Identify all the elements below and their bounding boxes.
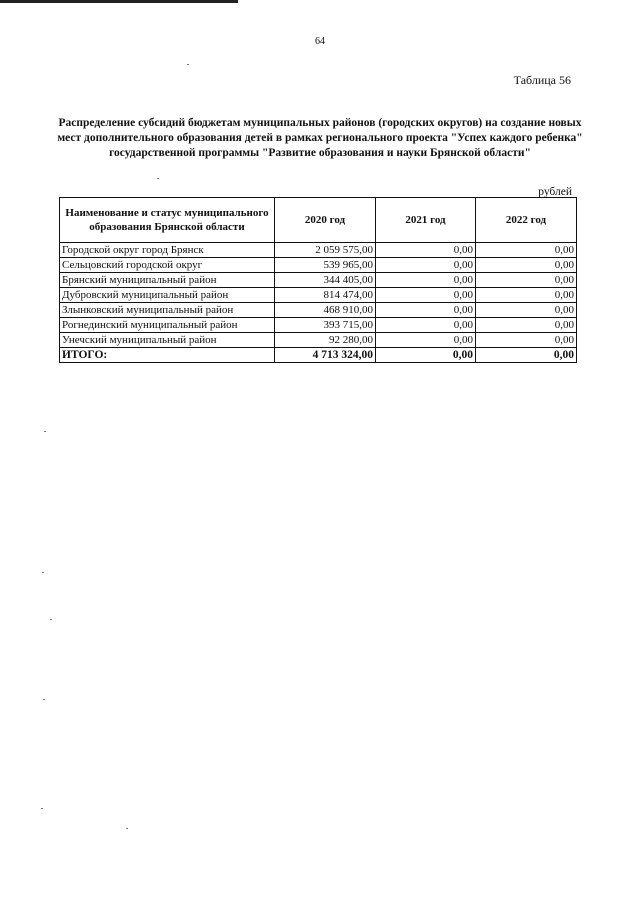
table-row	[60, 258, 577, 273]
table-row	[60, 318, 577, 333]
table-row	[60, 243, 577, 258]
scan-speck	[43, 699, 45, 700]
cell-total-2022: 0,00	[476, 348, 577, 363]
cell-2021: 0,00	[376, 243, 476, 258]
cell-2022: 0,00	[476, 288, 577, 303]
scan-speck	[44, 431, 46, 432]
cell-2022: 0,00	[476, 243, 577, 258]
cell-2021: 0,00	[376, 333, 476, 348]
table-label: Таблица 56	[513, 73, 571, 87]
cell-2020: 539 965,00	[275, 258, 376, 273]
table-header-row	[60, 198, 577, 243]
cell-total-2020: 4 713 324,00	[275, 348, 376, 363]
cell-2021: 0,00	[376, 303, 476, 318]
cell-municipality: Городской округ город Брянск	[60, 243, 275, 258]
subsidies-table	[59, 197, 577, 363]
cell-2022: 0,00	[476, 318, 577, 333]
page-number: 64	[315, 36, 325, 47]
scan-speck	[126, 828, 128, 829]
cell-municipality: Злынковский муниципальный район	[60, 303, 275, 318]
cell-2021: 0,00	[376, 318, 476, 333]
document-title: Распределение субсидий бюджетам муниципальных районов (городских округов) на создание новых мест дополнительного образования детей в рамках регионального проекта "Успех каждого ребенка" государственной программы "Развитие образования и науки Брянской области"	[57, 117, 583, 159]
header-2020: 2020 год	[275, 198, 376, 243]
cell-2020: 92 280,00	[275, 333, 376, 348]
cell-2022: 0,00	[476, 258, 577, 273]
table-row	[60, 303, 577, 318]
cell-2020: 393 715,00	[275, 318, 376, 333]
scan-speck	[187, 64, 189, 65]
cell-2021: 0,00	[376, 273, 476, 288]
cell-2022: 0,00	[476, 333, 577, 348]
cell-municipality: Брянский муниципальный район	[60, 273, 275, 288]
table-row	[60, 273, 577, 288]
cell-municipality: Дубровский муниципальный район	[60, 288, 275, 303]
cell-total-label: ИТОГО:	[60, 348, 275, 363]
unit-label: рублей	[538, 186, 572, 198]
top-scan-rule	[0, 0, 238, 3]
cell-total-2021: 0,00	[376, 348, 476, 363]
cell-municipality: Сельцовский городской округ	[60, 258, 275, 273]
header-2022: 2022 год	[476, 198, 577, 243]
cell-2021: 0,00	[376, 288, 476, 303]
scan-speck	[42, 572, 44, 573]
cell-2022: 0,00	[476, 273, 577, 288]
table-total-row	[60, 348, 577, 363]
header-2021: 2021 год	[376, 198, 476, 243]
cell-2020: 468 910,00	[275, 303, 376, 318]
cell-municipality: Рогнединский муниципальный район	[60, 318, 275, 333]
header-municipality: Наименование и статус муниципального образования Брянской области	[60, 198, 275, 243]
scan-speck	[50, 619, 52, 620]
cell-2020: 2 059 575,00	[275, 243, 376, 258]
scan-speck	[41, 808, 43, 809]
cell-municipality: Унечский муниципальный район	[60, 333, 275, 348]
table-row	[60, 288, 577, 303]
cell-2020: 344 405,00	[275, 273, 376, 288]
cell-2022: 0,00	[476, 303, 577, 318]
table-row	[60, 333, 577, 348]
cell-2020: 814 474,00	[275, 288, 376, 303]
cell-2021: 0,00	[376, 258, 476, 273]
scan-speck	[157, 178, 159, 179]
